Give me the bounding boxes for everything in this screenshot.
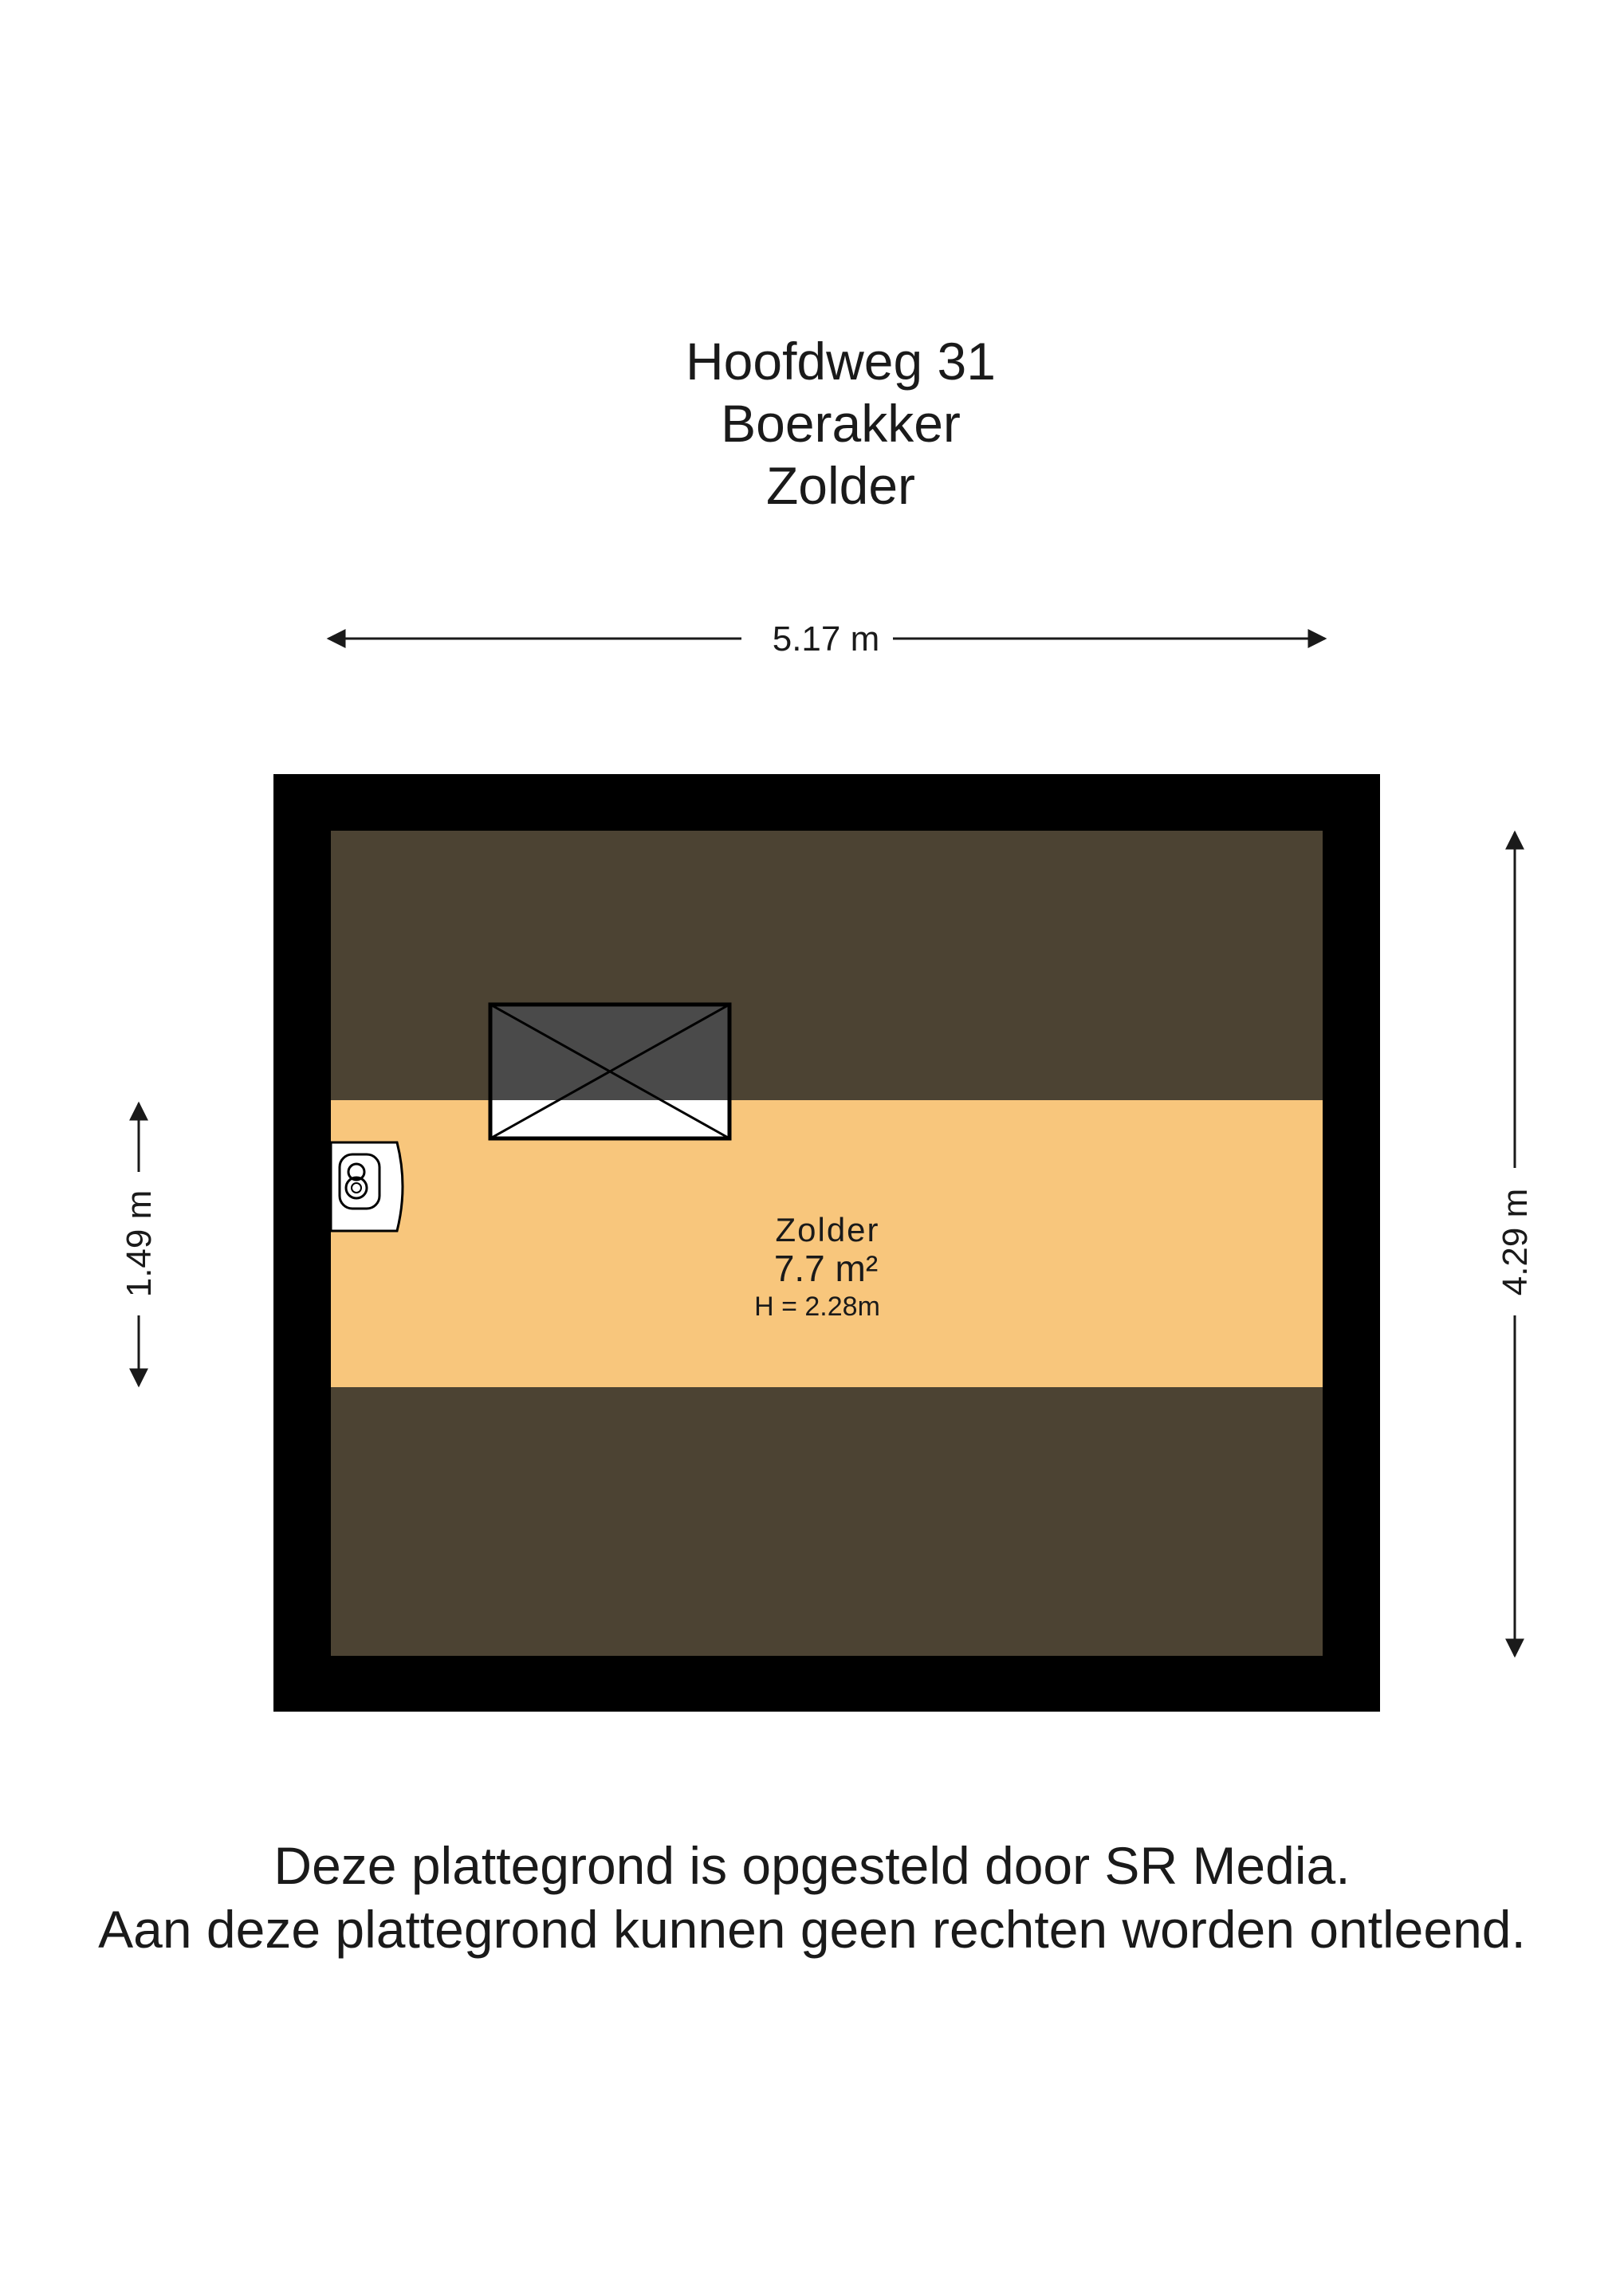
depth-label: 4.29 m bbox=[1496, 1188, 1535, 1296]
depth-dimension bbox=[1496, 832, 1535, 1656]
usable-depth-dimension bbox=[120, 1103, 159, 1386]
footer-line-1: Deze plattegrond is opgesteld door SR Media. bbox=[273, 1836, 1351, 1895]
room-height: H = 2.28m bbox=[754, 1292, 880, 1322]
skylight bbox=[490, 1005, 729, 1138]
room-name: Zolder bbox=[775, 1211, 880, 1248]
usable-depth-label: 1.49 m bbox=[120, 1189, 159, 1298]
room-area: 7.7 m² bbox=[773, 1248, 879, 1289]
width-dimension bbox=[328, 619, 1325, 659]
boiler-icon bbox=[331, 1142, 403, 1231]
width-label: 5.17 m bbox=[772, 619, 880, 659]
address-title: Hoofdweg 31 bbox=[686, 332, 996, 391]
city-title: Boerakker bbox=[721, 394, 961, 453]
footer-line-2: Aan deze plattegrond kunnen geen rechten worden ontleend. bbox=[98, 1900, 1526, 1959]
floor-title: Zolder bbox=[765, 456, 916, 515]
